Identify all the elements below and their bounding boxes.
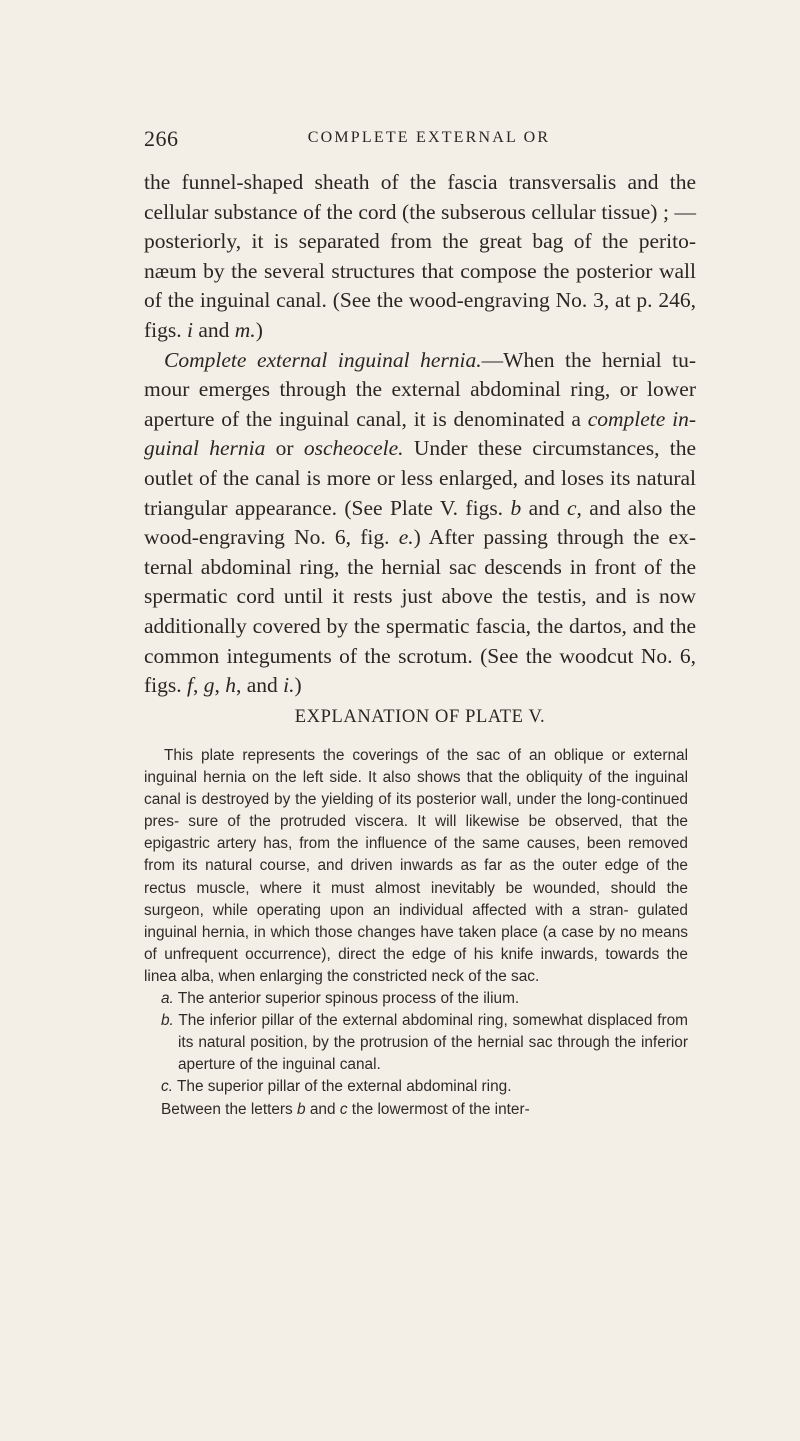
figure-ref: f [187,673,193,698]
explanation-item-a: a. The anterior superior spinous process of the ilium. [161,990,520,1008]
item-letter: b. [161,1012,174,1030]
explanation-item-b: b. The inferior pillar of the external abdominal ring, somewhat displaced from its natural position, by the protrusion of the hernial sac through the inferior aperture of the inguinal canal. [161,1012,688,1074]
section-title: EXPLANATION OF PLATE V. [294,707,546,727]
paragraph-heading: Complete external inguinal hernia. [164,347,482,372]
running-head-title: COMPLETE EXTERNAL OR [307,129,551,146]
figure-ref: b [297,1100,306,1118]
item-letter: a. [161,990,174,1008]
explanation-intro: This plate represents the coverings of the sac of an oblique or external inguinal hernia on the left side. It also shows that the obliquity of the inguinal canal is destroyed by the yielding of its posterior wall, under the long-continued pres- sure of the protruded viscera. It will likewise be observed, that the epigastric artery has, from the influence of the same causes, been removed from its natural course, and driven inwards as far as the outer edge of the rectus muscle, where it must almost inevitably be wounded, should the surgeon, while operating upon an individual affected with a stran- gulated inguinal hernia, in which those changes have taken place (a case by no means of unfrequent occurrence), direct the edge of his knife inwards, towards the linea alba, when enlarging the constricted neck of the sac. [144,747,688,985]
page-number: 266 [144,126,179,151]
explanation-continued: Between the letters b and c the lowermost of the inter- [161,1100,530,1118]
figure-ref: i [187,317,193,342]
main-text [144,168,696,701]
explanation-item-c: c. The superior pillar of the external abdominal ring. [161,1078,512,1096]
running-head [144,126,684,156]
plate-explanation [144,745,688,1121]
figure-ref: m. [234,317,256,342]
figure-ref: h [225,673,236,698]
paragraph-continued: the funnel-shaped sheath of the fascia transversalis and the cellular substance of the cord (the subserous cellular tissue) ; —posteriorly, it is separated from the great bag of the perito- næum by the several structures that compose the posterior wall of the inguinal canal. (See the wood-engraving No. 3, at p. 246, figs. i and m.) [144,170,696,342]
term: oscheocele. [303,436,404,461]
figure-ref: g [203,673,215,698]
term: complete in- guinal hernia [144,406,696,461]
figure-ref: e. [398,525,414,550]
figure-ref: c [566,495,577,520]
item-letter: c. [161,1078,173,1096]
paragraph-complete-hernia: Complete external inguinal hernia.—When the hernial tu- mour emerges through the external abdominal ring, or lower aperture of the inguinal canal, it is denominated a complete in- guinal hernia or oscheocele. Under these circumstances, the outlet of the canal is more or less enlarged, and loses its natural triangular appearance. (See Plate V. figs. b and c, and also the wood-engraving No. 6, fig. e.) After passing through the ex- ternal abdominal ring, the hernial sac descends in front of the spermatic cord until it rests just above the testis, and is now additionally covered by the spermatic fascia, the dartos, and the common integuments of the scrotum. (See the woodcut No. 6, figs. f, g, h, and i.) [144,347,696,698]
figure-ref: b [510,495,522,520]
figure-ref: c [339,1100,348,1118]
figure-ref: i. [283,673,295,698]
